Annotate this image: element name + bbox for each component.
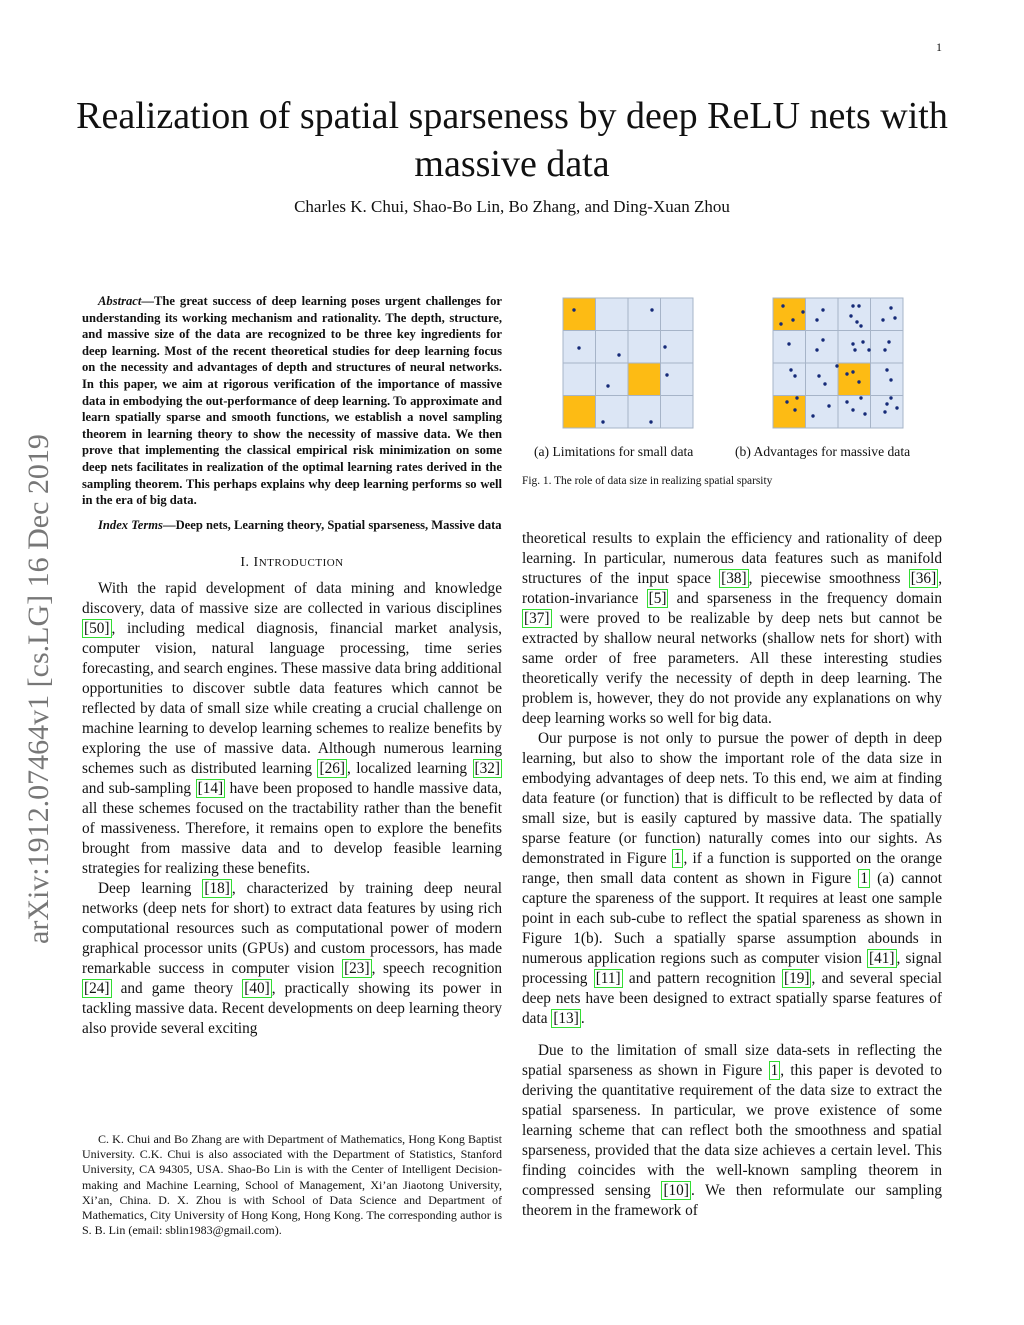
grid-b-sample-point <box>889 306 892 309</box>
paragraph-text: Our purpose is not only to pursue the power of depth in deep learning, but also to show the important role of the data size in embodying advantages of deep nets. To this end, we aim at finding data feature (or function) that is difficult to be reflected by data of small size, but is easily captured by massive data. The spatially sparse feature (or function) naturally comes into our sights. As demonstrated in Figure <box>522 730 942 867</box>
grid-b-sample-point <box>791 318 794 321</box>
grid-a-grid-cell <box>596 396 629 429</box>
citation-link[interactable]: [26] <box>319 760 345 778</box>
citation-link[interactable]: [23] <box>344 960 370 978</box>
paragraph-text: . <box>580 1010 585 1027</box>
paragraph-text: have been proposed to handle massive data, all these schemes focused on the tractability rather than the benefit of massiveness. Therefore, it remains open to explore the benefits brought from massive data and to develop feasible learning strategies for realizing these benefits. <box>82 780 502 878</box>
paragraph-text: , signal processing <box>522 950 942 987</box>
paragraph-text: , piecewise smoothness <box>748 570 909 587</box>
grid-a-grid-cell <box>596 331 629 364</box>
figure-reference-link[interactable]: 1 <box>860 870 869 887</box>
grid-b-grid-cell <box>838 298 871 331</box>
paragraph-text: With the rapid development of data mining and knowledge discovery, data of massive size are collected in various disciplines <box>82 580 502 618</box>
citation-link[interactable]: [36] <box>910 570 937 587</box>
grid-b-sample-point <box>795 396 798 399</box>
grid-a-grid-cell <box>628 331 661 364</box>
grid-a-highlighted-cell <box>628 363 661 396</box>
grid-b-sample-point <box>859 396 862 399</box>
paragraph-text: , localized learning <box>346 760 473 778</box>
index-terms <box>82 517 502 534</box>
grid-a-grid-cell <box>661 298 694 331</box>
paragraph-text: Due to the limitation of small size data-sets in reflecting the spatial sparseness as shown in Figure <box>522 1042 942 1079</box>
paragraph-text: theoretical results to explain the efficiency and rationality of deep learning. In particular, numerous data features such as manifold structures of the input space <box>522 530 942 587</box>
grid-a-highlighted-cell <box>563 298 596 331</box>
left-column <box>82 293 502 1039</box>
grid-a-grid-cell <box>661 396 694 429</box>
grid-b-sample-point <box>835 364 838 367</box>
grid-b-sample-point <box>845 400 848 403</box>
grid-b-grid-cell <box>806 298 839 331</box>
citation-link[interactable]: [41] <box>869 950 895 967</box>
grid-b-sample-point <box>781 304 784 307</box>
intro-paragraph-4 <box>522 729 942 1029</box>
grid-b-sample-point <box>885 368 888 371</box>
grid-b-grid-cell <box>871 396 904 429</box>
paragraph-text: , practically showing its power in tackling massive data. Recent developments on deep learning theory also provide several exciting <box>82 980 502 1038</box>
grid-b-grid-cell <box>806 363 839 396</box>
figure-1 <box>522 292 942 492</box>
citation-link[interactable]: [50] <box>84 620 110 638</box>
paragraph-text: , speech recognition <box>371 960 502 978</box>
grid-a-grid-cell <box>628 298 661 331</box>
citation-link[interactable]: [24] <box>84 980 110 998</box>
grid-b-sample-point <box>863 412 866 415</box>
citation-link[interactable]: [13] <box>553 1010 579 1027</box>
grid-a-sample-point <box>665 373 668 376</box>
grid-b-sample-point <box>787 342 790 345</box>
grid-b-sample-point <box>867 348 870 351</box>
grid-b-grid-cell <box>773 331 806 364</box>
grid-b-grid-cell <box>838 396 871 429</box>
paragraph-text: , this paper is devoted to deriving the quantitative requirement of the data size to extract the spatial sparseness. In particular, we prove existence of some learning scheme that can reflect both the smoothness and spatial sparseness, provided that the data size achieves a certain level. This finding coincides with the well-known sampling theorem in compressed sensing <box>522 1062 942 1199</box>
grid-b-sample-point <box>895 406 898 409</box>
grid-b-grid-cell <box>806 331 839 364</box>
right-column <box>522 529 942 1221</box>
grid-b-sample-point <box>885 402 888 405</box>
intro-paragraph-1 <box>82 579 502 879</box>
subcaption-a: (a) Limitations for small data <box>534 444 694 459</box>
abstract-label: Abstract <box>98 294 142 308</box>
grid-b-sample-point <box>881 318 884 321</box>
grid-a-sample-point <box>601 420 604 423</box>
grid-b-sample-point <box>817 374 820 377</box>
paragraph-text: and sub-sampling <box>82 780 196 798</box>
grid-b-sample-point <box>857 304 860 307</box>
grid-b-sample-point <box>857 380 860 383</box>
grid-a-grid-cell <box>563 363 596 396</box>
citation-link[interactable]: [18] <box>204 880 230 898</box>
grid-b-grid-cell <box>871 298 904 331</box>
arxiv-watermark: arXiv:1912.07464v1 [cs.LG] 16 Dec 2019 <box>22 434 55 944</box>
grid-b-sample-point <box>889 396 892 399</box>
subcaption-b: (b) Advantages for massive data <box>735 444 911 459</box>
grid-a-grid-cell <box>628 396 661 429</box>
page-number: 1 <box>936 40 942 54</box>
grid-a-sample-point <box>577 346 580 349</box>
abstract-dash: — <box>141 294 154 308</box>
grid-a-sample-point <box>649 420 652 423</box>
paragraph-text: , including medical diagnosis, financial market analysis, computer vision, natural language processing, time series forecasting, and search engines. These massive data bring additional opportunities to discover subtle data features which cannot be reflected by data of small size while creating a crucial challenge on machine learning to develop learning schemes to realize benefits by exploring the use of massive data. Although numerous learning schemes such as distributed learning <box>82 620 502 778</box>
grid-a-sample-point <box>572 308 575 311</box>
grid-b-sample-point <box>815 348 818 351</box>
grid-b-sample-point <box>785 400 788 403</box>
grid-a-sample-point <box>650 308 653 311</box>
paragraph-text: . We then reformulate our sampling theorem in the framework of <box>522 1182 942 1219</box>
section-number: I. <box>240 555 250 571</box>
grid-b-sample-point <box>851 408 854 411</box>
grid-b-sample-point <box>851 370 854 373</box>
paragraph-text: were proved to be realizable by deep nets but cannot be extracted by shallow neural networks (shallow nets for short) with same order of free parameters. All these interesting studies theoretically verify the necessity of depth in deep learning. The problem is, however, they do not provide any explanations on why deep learning works so well for big data. <box>522 610 942 727</box>
intro-paragraph-5 <box>522 1041 942 1221</box>
grid-b-sample-point <box>827 404 830 407</box>
section-heading-introduction <box>82 555 502 571</box>
paragraph-text: , characterized by training deep neural networks (deep nets for short) to extract data features by using rich computational resources such as computational power of modern graphical processor units (GPUs) and custom processors, has made remarkable success in computer vision <box>82 880 502 978</box>
grid-b-sample-point <box>853 348 856 351</box>
abstract <box>82 293 502 509</box>
grid-b-sample-point <box>845 372 848 375</box>
grid-a-sample-point <box>617 353 620 356</box>
grid-b-grid-cell <box>871 363 904 396</box>
grid-b-sample-point <box>793 408 796 411</box>
citation-link[interactable]: [11] <box>595 970 621 987</box>
grid-b-grid-cell <box>838 331 871 364</box>
citation-link[interactable]: [40] <box>244 980 270 998</box>
grid-b-sample-point <box>849 314 852 317</box>
paragraph-text: and pattern recognition <box>622 970 782 987</box>
grid-b-sample-point <box>859 324 862 327</box>
citation-link[interactable]: [19] <box>783 970 810 987</box>
grid-a-grid-cell <box>596 298 629 331</box>
paragraph-text: , rotation-invariance <box>522 570 943 607</box>
grid-b-sample-point <box>823 382 826 385</box>
grid-a-grid-cell <box>596 363 629 396</box>
author-list: Charles K. Chui, Shao-Bo Lin, Bo Zhang, and Ding-Xuan Zhou <box>294 197 730 216</box>
grid-a-sample-point <box>663 345 666 348</box>
figure-reference-link[interactable]: 1 <box>770 1062 779 1079</box>
grid-b-sample-point <box>887 340 890 343</box>
grid-b-sample-point <box>883 410 886 413</box>
grid-a-sample-point <box>606 384 609 387</box>
figure-grids <box>522 292 942 437</box>
citation-link[interactable]: [14] <box>197 780 224 798</box>
paragraph-text: and sparseness in the frequency domain <box>668 590 942 607</box>
paragraph-text: , and several special deep nets have been designed to extract spatially sparse features of data <box>522 970 942 1027</box>
grid-b-sample-point <box>793 374 796 377</box>
citation-link[interactable]: [38] <box>721 570 747 587</box>
grid-b-sample-point <box>851 304 854 307</box>
paragraph-text: Deep learning <box>98 880 203 898</box>
abstract-text: The great success of deep learning poses urgent challenges for understanding its working mechanism and rationality. The depth, structure, and massive size of the data are recognized to be three key ingredients for deep learning. Most of the recent theoretical studies for deep learning focus on the necessity and advantages of depth and structures of neural networks. In this paper, we aim at rigorous verification of the importance of massive data in embodying the out-performance of deep learning. To approximate and learn spatially sparse and smooth functions, we establish a novel sampling theorem in learning theory to show the necessity of massive data. We then prove that implementing the classical empirical risk minimization on some deep nets facilitates in realization of the optimal learning rates derived in the sampling theorem. This perhaps explains why deep learning performs so well in the era of big data. <box>82 294 502 508</box>
paper-title: Realization of spatial sparseness by deep ReLU nets with massive data <box>76 95 948 185</box>
grid-b-highlighted-cell <box>838 363 871 396</box>
grid-b-highlighted-cell <box>773 396 806 429</box>
index-terms-text: Deep nets, Learning theory, Spatial sparseness, Massive data <box>175 517 502 532</box>
figure-reference-link[interactable]: 1 <box>673 850 682 867</box>
grid-b-sample-point <box>893 316 896 319</box>
grid-b-sample-point <box>815 318 818 321</box>
grid-b-highlighted-cell <box>773 298 806 331</box>
grid-b-sample-point <box>851 342 854 345</box>
citation-link[interactable]: [5] <box>648 590 667 607</box>
grid-b-grid-cell <box>871 331 904 364</box>
section-first-letter: I <box>253 555 259 571</box>
grid-b-sample-point <box>811 414 814 417</box>
grid-b-sample-point <box>821 338 824 341</box>
figure-caption: Fig. 1. The role of data size in realizing spatial sparsity <box>522 475 773 487</box>
grid-b-sample-point <box>821 308 824 311</box>
grid-a-highlighted-cell <box>563 396 596 429</box>
citation-link[interactable]: [37] <box>524 610 550 627</box>
paragraph-text: , if a function is supported on the orange range, then small data content as shown in Figure <box>522 850 942 887</box>
paragraph-text: (a) cannot capture the spareness of the support. It requires at least one sample point in each sub-cube to reflect the spatial spareness as shown in Figure 1(b). Such a spatially sparse assumption abounds in numerous application regions such as computer vision <box>522 870 943 967</box>
citation-link[interactable]: [32] <box>474 760 500 778</box>
author-footnote: C. K. Chui and Bo Zhang are with Department of Mathematics, Hong Kong Baptist University. C.K. Chui is also associated with the Department of Statistics, Stanford University, CA 94305, USA. Shao-Bo Lin is with the Center of Intelligent Decision-making and Machine Learning, School of Management, Xi’an Jiaotong University, Xi’an, China. D. X. Zhou is with School of Data Science and Department of Mathematics, City University of Hong Kong, Hong Kong. The corresponding author is S. B. Lin (email: sblin1983@gmail.com). <box>82 1132 502 1238</box>
grid-b-sample-point <box>889 378 892 381</box>
index-terms-label: Index Terms <box>98 517 163 532</box>
citation-link[interactable]: [10] <box>663 1182 689 1199</box>
intro-paragraph-2 <box>82 879 502 1039</box>
grid-b-sample-point <box>801 310 804 313</box>
grid-b-grid-cell <box>806 396 839 429</box>
grid-b-sample-point <box>855 320 858 323</box>
intro-paragraph-3 <box>522 529 942 729</box>
grid-b-sample-point <box>883 348 886 351</box>
grid-b-grid-cell <box>773 363 806 396</box>
grid-b-sample-point <box>789 368 792 371</box>
grid-a-grid-cell <box>661 363 694 396</box>
grid-b-sample-point <box>861 340 864 343</box>
grid-b-sample-point <box>779 322 782 325</box>
section-title-rest: NTRODUCTION <box>258 557 344 570</box>
paragraph-text: and game theory <box>111 980 243 998</box>
index-terms-dash: — <box>162 517 176 532</box>
